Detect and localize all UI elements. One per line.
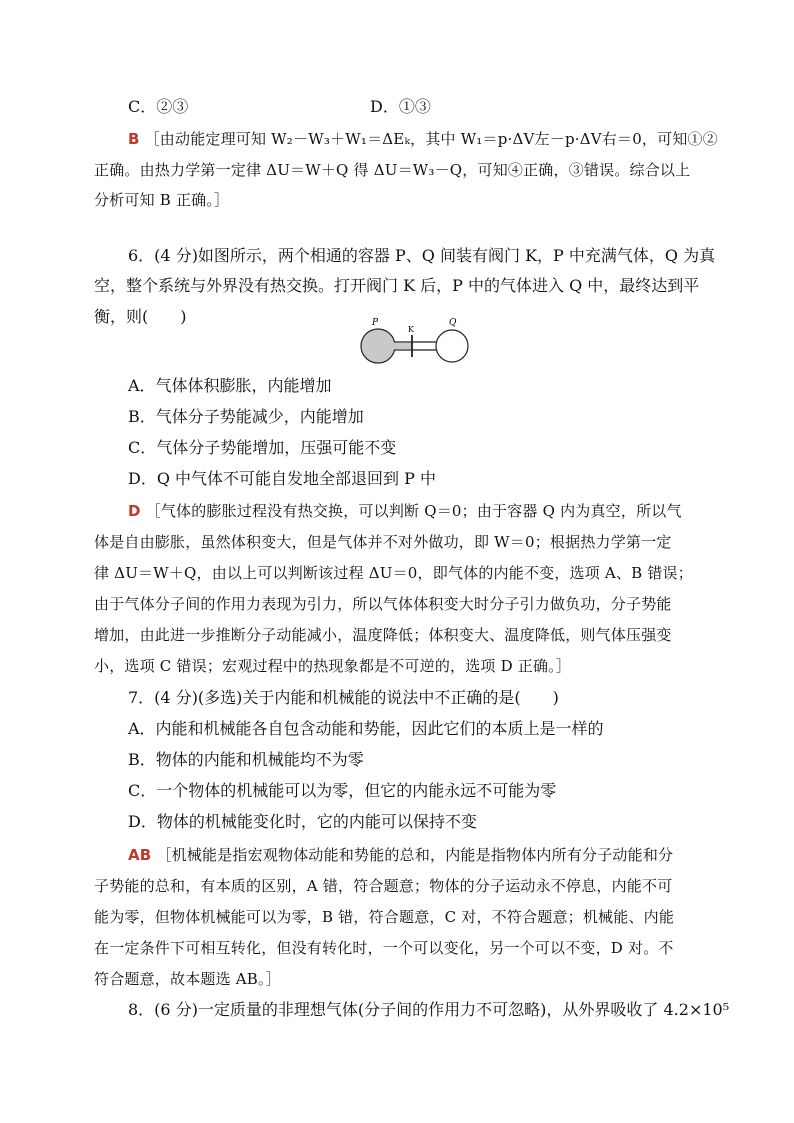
q7-explanation-line-3: 能为零，但物体机械能可以为零，B 错，符合题意，C 对，不符合题意；机械能、内能 [94,908,675,926]
container-p [361,329,395,363]
q5-explanation-line-3: 分析可知 B 正确。］ [94,191,230,209]
q7-stem: 7．(4 分)(多选)关于内能和机械能的说法中不正确的是( ) [128,688,559,707]
q7-option-b: B．物体的内能和机械能均不为零 [128,750,364,769]
q7-explanation-line-2: 子势能的总和，有本质的区别，A 错，符合题意；物体的分子运动永不停息，内能不可 [94,877,673,895]
container-q [436,330,468,362]
label-p: P [372,318,379,328]
q7-option-c: C．一个物体的机械能可以为零，但它的内能永远不可能为零 [128,781,557,800]
q5-answer: B [128,130,140,148]
q7-option-a: A．内能和机械能各自包含动能和势能，因此它们的本质上是一样的 [128,719,604,738]
q6-option-d: D．Q 中气体不可能自发地全部退回到 P 中 [128,469,436,488]
q6-explanation-line-4: 由于气体分子间的作用力表现为引力，所以气体体积变大时分子引力做负功，分子势能 [94,595,672,613]
q7-explanation-line-4: 在一定条件下可相互转化，但没有转化时，一个可以变化，另一个可以不变，D 对。不 [94,939,674,957]
label-q: Q [449,318,457,328]
q6-stem-line-3: 衡，则( ) [94,307,187,326]
q6-stem-line-1: 6．(4 分)如图所示，两个相通的容器 P、Q 间装有阀门 K，P 中充满气体，Q 为真 [128,246,716,265]
q7-answer: AB [128,846,152,864]
q5-explanation-line-1: B ［由动能定理可知 W₂－W₃＋W₁＝ΔEₖ，其中 W₁＝p·ΔV左－p·ΔV右＝0，可知①② [128,130,718,148]
q5-explanation-line-2: 正确。由热力学第一定律 ΔU＝W＋Q 得 ΔU＝W₃－Q，可知④正确，③错误。综合以上 [94,161,691,179]
q6-answer: D [128,502,141,520]
q7-explanation-line-5: 符合题意，故本题选 AB。］ [94,970,281,988]
q6-option-c: C．气体分子势能增加，压强可能不变 [128,438,397,457]
label-k: K [408,325,414,334]
q6-option-a: A．气体体积膨胀，内能增加 [128,376,332,395]
q8-stem: 8．(6 分)一定质量的非理想气体(分子间的作用力不可忽略)，从外界吸收了 4.2×10⁵ [128,1000,730,1019]
q6-explanation-line-1: D ［气体的膨胀过程没有热交换，可以判断 Q＝0；由于容器 Q 内为真空，所以气 [128,502,682,520]
q6-explanation-line-2: 体是自由膨胀，虽然体积变大，但是气体并不对外做功，即 W＝0；根据热力学第一定 [94,533,672,551]
q7-option-d: D．物体的机械能变化时，它的内能可以保持不变 [128,812,477,831]
q6-stem-line-2: 空，整个系统与外界没有热交换。打开阀门 K 后，P 中的气体进入 Q 中，最终达到平 [94,276,700,295]
q6-explanation-line-5: 增加，由此进一步推断分子动能减小，温度降低；体积变大、温度降低，则气体压强变 [94,626,672,644]
q5-option-d: D．①③ [370,97,431,116]
q6-explanation-line-3: 律 ΔU＝W＋Q，由以上可以判断该过程 ΔU＝0，即气体的内能不变，选项 A、B 错误； [94,564,693,582]
q5-option-c: C．②③ [128,97,189,116]
q6-container-figure [352,314,476,366]
q6-option-b: B．气体分子势能减少，内能增加 [128,407,364,426]
q6-explanation-line-6: 小，选项 C 错误；宏观过程中的热现象都是不可逆的，选项 D 正确。］ [94,657,572,675]
q7-explanation-line-1: AB ［机械能是指宏观物体动能和势能的总和，内能是指物体内所有分子动能和分 [128,846,674,864]
